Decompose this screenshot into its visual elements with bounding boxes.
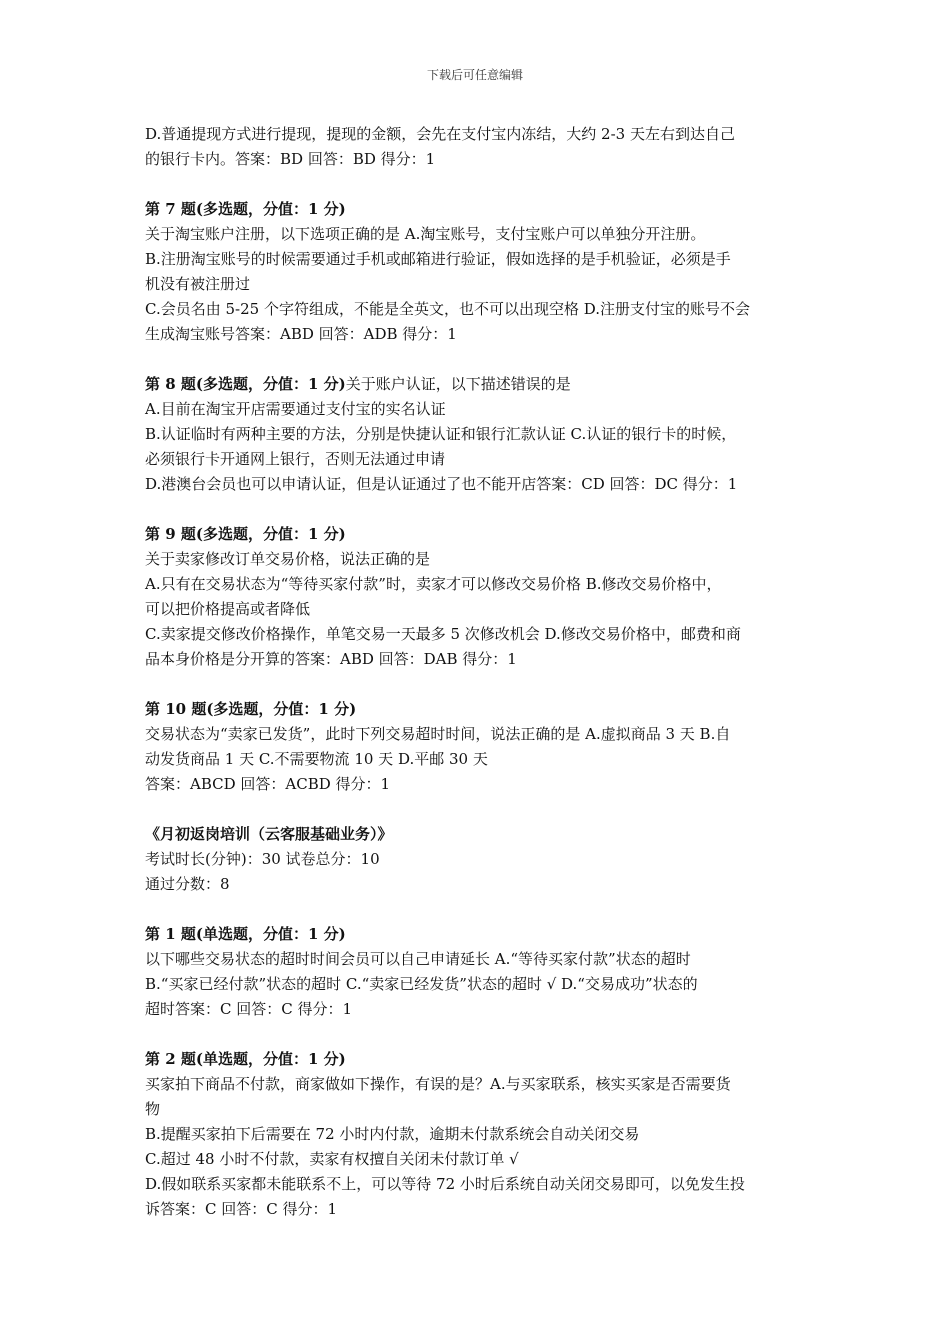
text-line: A.只有在交易状态为“等待买家付款”时，卖家才可以修改交易价格 B.修改交易价格中， xyxy=(145,575,722,593)
question-title: 第 7 题(多选题，分值：1 分) xyxy=(145,200,346,218)
question-title: 第 8 题(多选题，分值：1 分) xyxy=(145,375,346,393)
text-line: C.超过 48 小时不付款，卖家有权擅自关闭未付款订单 √ xyxy=(145,1150,519,1168)
question-8 xyxy=(145,372,813,497)
text-line: 的银行卡内。答案：BD 回答：BD 得分：1 xyxy=(145,150,436,168)
question-title: 第 2 题(单选题，分值：1 分) xyxy=(145,1050,346,1068)
text-line: 关于淘宝账户注册，以下选项正确的是 A.淘宝账号，支付宝账户可以单独分开注册。 xyxy=(145,225,706,243)
text-line: 必须银行卡开通网上银行，否则无法通过申请 xyxy=(145,450,446,468)
text-line: 考试时长(分钟)：30 试卷总分：10 xyxy=(145,850,380,868)
text-line: 超时答案：C 回答：C 得分：1 xyxy=(145,1000,353,1018)
text-line: B.注册淘宝账号的时候需要通过手机或邮箱进行验证，假如选择的是手机验证，必须是手 xyxy=(145,250,731,268)
question-10 xyxy=(145,697,813,797)
question-7 xyxy=(145,197,813,347)
answer-block-previous xyxy=(145,122,813,172)
text-line: 动发货商品 1 天 C.不需要物流 10 天 D.平邮 30 天 xyxy=(145,750,488,768)
question-stem: 关于账户认证，以下描述错误的是 xyxy=(345,375,571,393)
text-line: 生成淘宝账号答案：ABD 回答：ADB 得分：1 xyxy=(145,325,457,343)
text-line: 答案：ABCD 回答：ACBD 得分：1 xyxy=(145,775,391,793)
text-line: 关于卖家修改订单交易价格，说法正确的是 xyxy=(145,550,431,568)
text-line: B.提醒买家拍下后需要在 72 小时内付款，逾期未付款系统会自动关闭交易 xyxy=(145,1125,640,1143)
text-line: D.港澳台会员也可以申请认证，但是认证通过了也不能开店答案：CD 回答：DC 得分：1 xyxy=(145,475,738,493)
exam-info xyxy=(145,822,813,897)
text-line: 物 xyxy=(145,1100,161,1118)
question-title-line xyxy=(145,372,813,397)
text-line: 交易状态为“卖家已发货”，此时下列交易超时时间，说法正确的是 A.虚拟商品 3 天 B.自 xyxy=(145,725,731,743)
question-title: 第 1 题(单选题，分值：1 分) xyxy=(145,925,346,943)
text-line: D.普通提现方式进行提现，提现的金额，会先在支付宝内冻结，大约 2-3 天左右到达自己 xyxy=(145,125,735,143)
text-line: C.卖家提交修改价格操作，单笔交易一天最多 5 次修改机会 D.修改交易价格中，邮费和商 xyxy=(145,625,741,643)
page-header: 下载后可任意编辑 xyxy=(426,68,523,82)
text-line: 以下哪些交易状态的超时时间会员可以自己申请延长 A.“等待买家付款”状态的超时 xyxy=(145,950,691,968)
question-9 xyxy=(145,522,813,672)
question-1 xyxy=(145,922,813,1022)
text-line: C.会员名由 5-25 个字符组成，不能是全英文，也不可以出现空格 D.注册支付宝的账号不会 xyxy=(145,300,750,318)
text-line: 可以把价格提高或者降低 xyxy=(145,600,311,618)
text-line: B.认证临时有两种主要的方法，分别是快捷认证和银行汇款认证 C.认证的银行卡的时候， xyxy=(145,425,737,443)
document-body xyxy=(145,122,813,1247)
text-line: 买家拍下商品不付款，商家做如下操作，有误的是？A.与买家联系，核实买家是否需要货 xyxy=(145,1075,731,1093)
text-line: 机没有被注册过 xyxy=(145,275,251,293)
text-line: A.目前在淘宝开店需要通过支付宝的实名认证 xyxy=(145,400,446,418)
text-line: 诉答案：C 回答：C 得分：1 xyxy=(145,1200,338,1218)
question-title: 第 10 题(多选题，分值：1 分) xyxy=(145,700,357,718)
text-line: B.“买家已经付款”状态的超时 C.“卖家已经发货”状态的超时 √ D.“交易成功”状态的 xyxy=(145,975,698,993)
question-title: 第 9 题(多选题，分值：1 分) xyxy=(145,525,346,543)
text-line: 通过分数：8 xyxy=(145,875,230,893)
text-line: D.假如联系买家都未能联系不上，可以等待 72 小时后系统自动关闭交易即可，以免发生投 xyxy=(145,1175,745,1193)
text-line: 品本身价格是分开算的答案：ABD 回答：DAB 得分：1 xyxy=(145,650,517,668)
exam-title: 《月初返岗培训（云客服基础业务）》 xyxy=(145,825,393,843)
question-2 xyxy=(145,1047,813,1222)
